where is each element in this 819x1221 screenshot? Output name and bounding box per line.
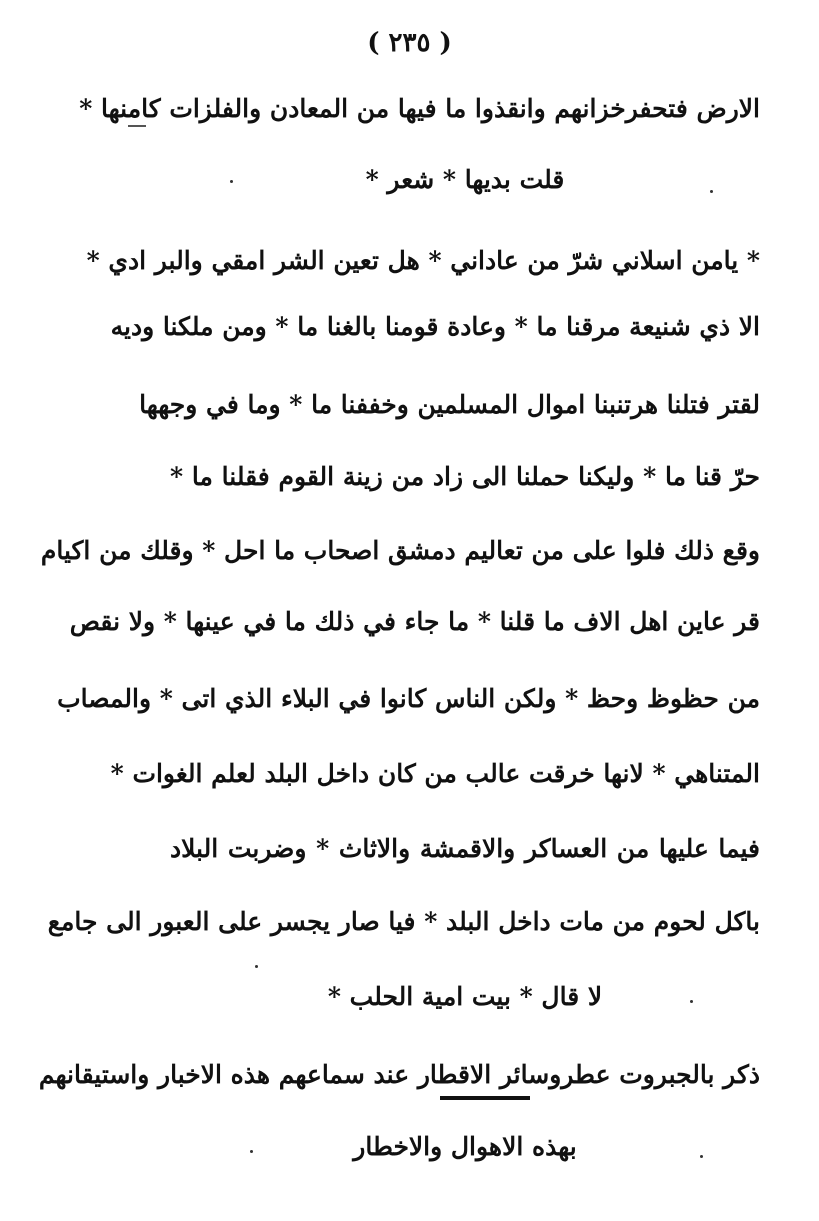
- ink-speck: [710, 190, 713, 193]
- section-rule: [440, 1096, 530, 1100]
- text-line-5: لقتر فتلنا هرتنبنا اموال المسلمين وخففنا ما * وما في وجهها: [139, 390, 760, 419]
- ink-speck: [700, 1155, 703, 1158]
- ink-speck: [690, 1000, 693, 1003]
- text-line-6: حرّ قنا ما * وليكنا حملنا الى زاد من زينة القوم فقلنا ما *: [170, 462, 760, 491]
- ink-speck: [230, 180, 233, 183]
- text-line-7: وقع ذلك فلوا على من تعاليم دمشق اصحاب ما احل * وقلك من اكيام: [40, 536, 760, 565]
- text-line-13: لا قال * بيت امية الحلب *: [327, 982, 603, 1011]
- text-line-2: قلت بديها * شعر *: [365, 165, 565, 194]
- text-line-15: بهذه الاهوال والاخطار: [353, 1132, 577, 1161]
- text-line-8: قر عاين اهل الاف ما قلنا * ما جاء في ذلك ما في عينها * ولا نقص: [69, 607, 760, 636]
- text-line-14: ذكر بالجبروت عطروسائر الاقطار عند سماعهم هذه الاخبار واستيقانهم: [38, 1060, 760, 1089]
- page-number: ( ٢٣٥ ): [367, 28, 452, 58]
- text-line-10: المتناهي * لانها خرقت عالب من كان داخل البلد لعلم الغوات *: [110, 759, 760, 788]
- ink-speck: [255, 965, 258, 968]
- text-line-12: باكل لحوم من مات داخل البلد * فيا صار يجسر على العبور الى جامع: [47, 907, 760, 936]
- text-line-4: الا ذي شنيعة مرقنا ما * وعادة قومنا بالغنا ما * ومن ملكنا وديه: [110, 312, 760, 341]
- text-line-9: من حظوظ وحظ * ولكن الناس كانوا في البلاء الذي اتى * والمصاب: [57, 684, 760, 713]
- text-line-3: * يامن اسلاني شرّ من عاداني * هل تعين الشر امقي والبر ادي *: [86, 246, 760, 275]
- text-line-11: فيما عليها من العساكر والاقمشة والاثاث * وضربت البلاد: [170, 834, 760, 863]
- text-line-1: الارض فتحفرخزانهم وانقذوا ما فيها من المعادن والفلزات كامنها *: [79, 94, 760, 123]
- ink-speck: [250, 1150, 253, 1153]
